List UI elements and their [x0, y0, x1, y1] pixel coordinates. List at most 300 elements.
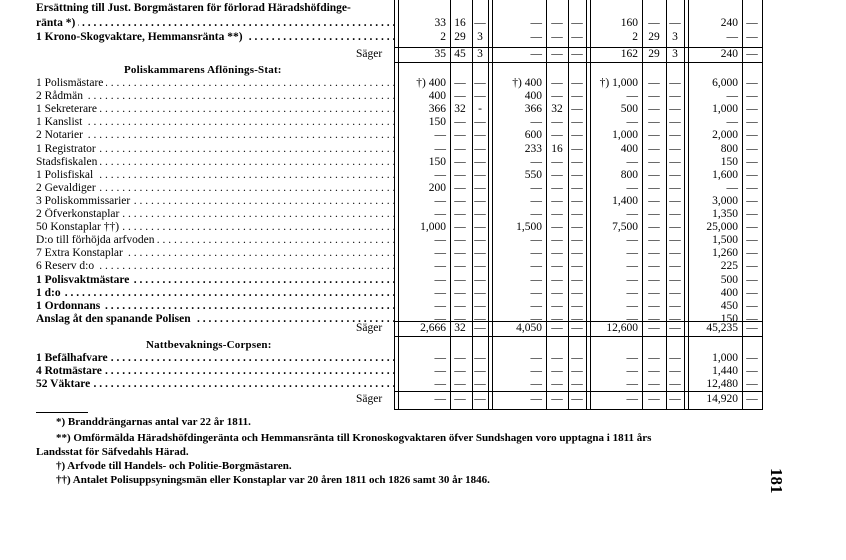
- cell-c3: —: [474, 273, 486, 286]
- cell-c8: —: [648, 365, 660, 378]
- cell-c4: —: [530, 17, 542, 29]
- row-label: [36, 156, 394, 169]
- cell-c4: 400: [524, 90, 542, 103]
- cell-c9: —: [669, 129, 681, 142]
- row-label-text: Anslag åt den spanande Polisen: [36, 313, 194, 325]
- cell-c4: —: [530, 234, 542, 247]
- cell-c9: —: [669, 299, 681, 312]
- cell-c2: —: [454, 90, 466, 103]
- page-number: 181: [767, 468, 786, 494]
- cell-c10: —: [726, 31, 738, 43]
- cell-c10: 400: [720, 286, 738, 299]
- cell-c11: —: [746, 17, 758, 29]
- row-label: [36, 300, 394, 313]
- cell-c2: 45: [454, 48, 466, 60]
- cell-c7: —: [626, 393, 638, 405]
- cell-c8: —: [648, 322, 660, 334]
- cell-c3: —: [474, 155, 486, 168]
- cell-c4: —: [530, 31, 542, 43]
- cell-c11: —: [746, 273, 758, 286]
- cell-c6: —: [571, 181, 583, 194]
- sum-rule: [394, 336, 762, 337]
- cell-c2: —: [454, 234, 466, 247]
- cell-c5: —: [551, 31, 563, 43]
- cell-c7: —: [626, 273, 638, 286]
- row-label: [36, 143, 394, 156]
- cell-c3: —: [474, 299, 486, 312]
- cell-c5: —: [551, 155, 563, 168]
- cell-c6: —: [571, 48, 583, 60]
- row-label-text: ränta *): [36, 17, 78, 29]
- cell-c4: 366: [524, 103, 542, 116]
- row-label-text: 1 Polisfiskal: [36, 169, 96, 181]
- cell-c8: —: [648, 142, 660, 155]
- cell-c11: —: [746, 322, 758, 334]
- cell-c8: —: [648, 286, 660, 299]
- cell-c8: —: [648, 352, 660, 364]
- row-label-text: 2 Notarier: [36, 129, 86, 141]
- cell-c9: —: [669, 181, 681, 194]
- cell-c7: 12,600: [606, 322, 638, 334]
- cell-c3: —: [474, 322, 486, 334]
- cell-c9: —: [669, 365, 681, 378]
- cell-c3: —: [474, 260, 486, 273]
- cell-c7: 800: [620, 168, 638, 181]
- cell-c7: —: [626, 299, 638, 312]
- cell-c10: 1,500: [712, 234, 738, 247]
- cell-c9: —: [669, 273, 681, 286]
- cell-c2: —: [454, 393, 466, 405]
- cell-c7: †) 1,000: [599, 77, 638, 89]
- cell-c8: —: [648, 234, 660, 247]
- cell-c8: —: [648, 116, 660, 129]
- cell-c7: —: [626, 247, 638, 260]
- cell-c1: 366: [428, 103, 446, 116]
- cell-c5: —: [551, 393, 563, 405]
- cell-c2: 29: [454, 31, 466, 43]
- cell-c11: —: [746, 129, 758, 142]
- row-label-text: Ersättning till Just. Borgmästaren för förlorad Häradshöfdinge-: [36, 2, 354, 14]
- cell-c4: —: [530, 312, 542, 325]
- row-label-text: 1 Kanslist: [36, 116, 85, 128]
- cell-c6: —: [571, 142, 583, 155]
- cell-c2: —: [454, 365, 466, 378]
- cell-c11: —: [746, 247, 758, 260]
- cell-c7: 1,400: [612, 194, 638, 207]
- row-label: [36, 2, 394, 15]
- cell-c10: —: [726, 116, 738, 129]
- row-label-text: 1 Befälhafvare: [36, 352, 111, 364]
- cell-c11: —: [746, 352, 758, 364]
- cell-c4: —: [530, 155, 542, 168]
- cell-c3: -: [478, 103, 482, 116]
- cell-c6: —: [571, 273, 583, 286]
- cell-c11: —: [746, 77, 758, 89]
- cell-c4: —: [530, 299, 542, 312]
- column-rule: [762, 0, 763, 410]
- cell-c6: —: [571, 77, 583, 89]
- cell-c3: —: [474, 247, 486, 260]
- cell-c2: —: [454, 247, 466, 260]
- cell-c10: 500: [720, 273, 738, 286]
- cell-c1: 33: [434, 17, 446, 29]
- cell-c6: —: [571, 103, 583, 116]
- cell-c8: —: [648, 103, 660, 116]
- cell-c1: †) 400: [416, 77, 446, 89]
- row-label-text: 1 Krono-Skogvaktare, Hemmansränta **): [36, 31, 246, 43]
- cell-c4: —: [530, 286, 542, 299]
- cell-c9: —: [669, 312, 681, 325]
- cell-c5: —: [551, 77, 563, 89]
- cell-c11: —: [746, 393, 758, 405]
- cell-c5: —: [551, 208, 563, 220]
- cell-c4: —: [530, 260, 542, 273]
- cell-c2: —: [454, 142, 466, 155]
- cell-c11: —: [746, 90, 758, 103]
- cell-c8: —: [648, 17, 660, 29]
- cell-c1: 35: [434, 48, 446, 60]
- cell-c6: —: [571, 322, 583, 334]
- cell-c3: —: [474, 181, 486, 194]
- row-label-text: 1 Registrator: [36, 143, 99, 155]
- cell-c2: 16: [454, 17, 466, 29]
- cell-c7: —: [626, 378, 638, 391]
- cell-c6: —: [571, 31, 583, 43]
- cell-c11: —: [746, 103, 758, 116]
- cell-c8: —: [648, 247, 660, 260]
- cell-c11: —: [746, 208, 758, 220]
- cell-c7: —: [626, 365, 638, 378]
- row-label: [36, 129, 394, 142]
- cell-c1: —: [434, 260, 446, 273]
- cell-c1: —: [434, 129, 446, 142]
- cell-c1: —: [434, 247, 446, 260]
- cell-c11: —: [746, 221, 758, 234]
- footnote: Landsstat för Säfvedahls Härad.: [36, 446, 189, 458]
- row-label-text: 2 Öfverkonstaplar: [36, 208, 122, 220]
- cell-c4: —: [530, 247, 542, 260]
- cell-c1: —: [434, 208, 446, 220]
- cell-c4: 1,500: [516, 221, 542, 234]
- sum-rule: [394, 62, 762, 63]
- sum-rule: [394, 409, 762, 410]
- cell-c10: 1,600: [712, 168, 738, 181]
- cell-c5: —: [551, 312, 563, 325]
- cell-c3: —: [474, 142, 486, 155]
- row-label: [36, 17, 394, 30]
- cell-c3: —: [474, 90, 486, 103]
- row-label: [36, 247, 394, 260]
- cell-c9: —: [669, 286, 681, 299]
- row-label: [36, 103, 394, 116]
- cell-c10: —: [726, 181, 738, 194]
- row-label-text: 1 Ordonnans: [36, 300, 103, 312]
- cell-c1: 1,000: [420, 221, 446, 234]
- row-label: [36, 287, 394, 300]
- cell-c9: —: [669, 194, 681, 207]
- cell-c5: 16: [551, 142, 563, 155]
- cell-c10: 1,350: [712, 208, 738, 220]
- cell-c2: —: [454, 312, 466, 325]
- footnote: *) Branddrängarnas antal var 22 år 1811.: [56, 416, 251, 428]
- cell-c8: —: [648, 90, 660, 103]
- cell-c1: —: [434, 378, 446, 391]
- row-label: [36, 313, 394, 326]
- cell-c6: —: [571, 260, 583, 273]
- cell-c5: —: [551, 17, 563, 29]
- row-label: [36, 365, 394, 378]
- cell-c9: —: [669, 142, 681, 155]
- cell-c8: —: [648, 129, 660, 142]
- cell-c7: —: [626, 234, 638, 247]
- cell-c1: —: [434, 299, 446, 312]
- cell-c9: 3: [672, 31, 678, 43]
- cell-c3: 3: [477, 31, 483, 43]
- cell-c9: —: [669, 168, 681, 181]
- cell-c3: —: [474, 352, 486, 364]
- cell-c11: —: [746, 48, 758, 60]
- section-heading: Poliskammarens Aflönings-Stat:: [124, 64, 282, 76]
- cell-c2: —: [454, 168, 466, 181]
- cell-c5: —: [551, 378, 563, 391]
- cell-c6: —: [571, 234, 583, 247]
- row-label-text: 6 Reserv d:o: [36, 260, 97, 272]
- cell-c8: —: [648, 194, 660, 207]
- cell-c8: —: [648, 273, 660, 286]
- row-label: [36, 169, 394, 182]
- cell-c7: —: [626, 90, 638, 103]
- cell-c10: 6,000: [712, 77, 738, 89]
- cell-c11: —: [746, 31, 758, 43]
- cell-c11: —: [746, 194, 758, 207]
- cell-c8: —: [648, 181, 660, 194]
- cell-c9: —: [669, 234, 681, 247]
- row-label-text: 2 Gevaldiger: [36, 182, 99, 194]
- cell-c2: —: [454, 208, 466, 220]
- cell-c3: —: [474, 116, 486, 129]
- cell-c9: —: [669, 260, 681, 273]
- footnote: †) Arfvode till Handels- och Politie-Borgmästaren.: [56, 460, 292, 472]
- row-label-text: 3 Poliskommissarier: [36, 195, 133, 207]
- cell-c8: —: [648, 221, 660, 234]
- cell-c3: —: [474, 393, 486, 405]
- cell-c8: —: [648, 155, 660, 168]
- cell-c1: —: [434, 273, 446, 286]
- cell-c11: —: [746, 155, 758, 168]
- cell-c3: —: [474, 286, 486, 299]
- cell-c5: —: [551, 129, 563, 142]
- cell-c4: —: [530, 181, 542, 194]
- cell-c2: —: [454, 221, 466, 234]
- cell-c2: 32: [454, 103, 466, 116]
- cell-c6: —: [571, 90, 583, 103]
- cell-c4: —: [530, 116, 542, 129]
- cell-c11: —: [746, 142, 758, 155]
- cell-c4: 233: [524, 142, 542, 155]
- cell-c5: —: [551, 352, 563, 364]
- cell-c2: —: [454, 77, 466, 89]
- cell-c9: —: [669, 208, 681, 220]
- cell-c5: —: [551, 194, 563, 207]
- cell-c4: 550: [524, 168, 542, 181]
- cell-c8: —: [648, 393, 660, 405]
- cell-c5: —: [551, 181, 563, 194]
- cell-c1: —: [434, 168, 446, 181]
- cell-c10: —: [726, 90, 738, 103]
- cell-c4: 4,050: [516, 322, 542, 334]
- cell-c2: —: [454, 155, 466, 168]
- row-label: [36, 31, 394, 44]
- cell-c11: —: [746, 378, 758, 391]
- row-label-text: 2 Rådmän: [36, 90, 86, 102]
- cell-c6: —: [571, 286, 583, 299]
- cell-c3: —: [474, 168, 486, 181]
- cell-c5: —: [551, 273, 563, 286]
- footnote: ††) Antalet Polisuppsyningsmän eller Konstaplar var 20 åren 1811 och 1826 samt 30 år 1846.: [56, 474, 490, 486]
- row-label-text: 4 Rotmästare: [36, 365, 105, 377]
- cell-c11: —: [746, 181, 758, 194]
- cell-c6: —: [571, 221, 583, 234]
- cell-c1: —: [434, 286, 446, 299]
- cell-c1: —: [434, 312, 446, 325]
- cell-c4: —: [530, 393, 542, 405]
- cell-c9: —: [669, 17, 681, 29]
- cell-c9: —: [669, 393, 681, 405]
- cell-c4: —: [530, 365, 542, 378]
- row-label: [36, 90, 394, 103]
- cell-c5: —: [551, 90, 563, 103]
- cell-c11: —: [746, 116, 758, 129]
- cell-c8: —: [648, 299, 660, 312]
- cell-c6: —: [571, 208, 583, 220]
- cell-c6: —: [571, 352, 583, 364]
- cell-c6: —: [571, 116, 583, 129]
- row-label: [36, 274, 394, 287]
- cell-c1: —: [434, 365, 446, 378]
- cell-c7: —: [626, 181, 638, 194]
- cell-c1: —: [434, 393, 446, 405]
- cell-c7: —: [626, 260, 638, 273]
- cell-c5: 32: [551, 103, 563, 116]
- cell-c9: —: [669, 322, 681, 334]
- cell-c8: —: [648, 378, 660, 391]
- cell-c8: —: [648, 208, 660, 220]
- cell-c3: —: [474, 234, 486, 247]
- cell-c7: —: [626, 286, 638, 299]
- cell-c9: —: [669, 90, 681, 103]
- row-label-text: 1 d:o: [36, 287, 64, 299]
- cell-c11: —: [746, 260, 758, 273]
- cell-c4: †) 400: [512, 77, 542, 89]
- cell-c5: —: [551, 247, 563, 260]
- cell-c7: 400: [620, 142, 638, 155]
- cell-c10: 2,000: [712, 129, 738, 142]
- row-label-text: 1 Polismästare: [36, 77, 106, 89]
- cell-c6: —: [571, 312, 583, 325]
- cell-c7: 500: [620, 103, 638, 116]
- row-label: [36, 221, 394, 234]
- cell-c6: —: [571, 393, 583, 405]
- section-heading: Nattbevaknings-Corpsen:: [146, 339, 272, 351]
- cell-c6: —: [571, 299, 583, 312]
- cell-c8: 29: [648, 31, 660, 43]
- cell-c7: 1,000: [612, 129, 638, 142]
- cell-c6: —: [571, 378, 583, 391]
- row-label: [36, 182, 394, 195]
- cell-c5: —: [551, 168, 563, 181]
- cell-c5: —: [551, 365, 563, 378]
- cell-c8: —: [648, 312, 660, 325]
- cell-c2: 32: [454, 322, 466, 334]
- cell-c4: —: [530, 48, 542, 60]
- cell-c1: 400: [428, 90, 446, 103]
- cell-c11: —: [746, 168, 758, 181]
- cell-c7: —: [626, 352, 638, 364]
- cell-c10: 1,000: [712, 103, 738, 116]
- cell-c10: 225: [720, 260, 738, 273]
- cell-c9: —: [669, 221, 681, 234]
- sum-label: Säger: [356, 322, 383, 334]
- cell-c11: —: [746, 312, 758, 325]
- cell-c7: —: [626, 155, 638, 168]
- cell-c11: —: [746, 299, 758, 312]
- cell-c10: 45,235: [706, 322, 738, 334]
- cell-c8: —: [648, 260, 660, 273]
- cell-c4: —: [530, 273, 542, 286]
- cell-c10: 450: [720, 299, 738, 312]
- cell-c7: —: [626, 208, 638, 220]
- cell-c3: —: [474, 221, 486, 234]
- cell-c3: —: [474, 17, 486, 29]
- cell-c3: 3: [477, 48, 483, 60]
- cell-c1: —: [434, 142, 446, 155]
- cell-c7: 2: [632, 31, 638, 43]
- row-label-text: 1 Sekreterare: [36, 103, 100, 115]
- cell-c6: —: [571, 155, 583, 168]
- cell-c1: 200: [428, 181, 446, 194]
- cell-c10: 150: [720, 312, 738, 325]
- cell-c5: —: [551, 48, 563, 60]
- cell-c10: 240: [720, 17, 738, 29]
- cell-c4: —: [530, 194, 542, 207]
- row-label-text: Stadsfiskalen: [36, 156, 100, 168]
- row-label: [36, 77, 394, 90]
- cell-c3: —: [474, 129, 486, 142]
- cell-c5: —: [551, 260, 563, 273]
- cell-c10: 800: [720, 142, 738, 155]
- cell-c1: 2,666: [420, 322, 446, 334]
- footnote-rule: [36, 412, 88, 413]
- cell-c1: —: [434, 194, 446, 207]
- row-label-text: 52 Väktare: [36, 378, 93, 390]
- cell-c1: 150: [428, 155, 446, 168]
- row-label-text: D:o till förhöjda arfvoden: [36, 234, 157, 246]
- cell-c2: —: [454, 181, 466, 194]
- cell-c1: —: [434, 234, 446, 247]
- cell-c8: 29: [648, 48, 660, 60]
- row-label-text: 7 Extra Konstaplar: [36, 247, 126, 259]
- cell-c6: —: [571, 17, 583, 29]
- cell-c6: —: [571, 129, 583, 142]
- cell-c9: —: [669, 103, 681, 116]
- row-label-text: 50 Konstaplar ††): [36, 221, 122, 233]
- cell-c6: —: [571, 194, 583, 207]
- row-label-text: 1 Polisvaktmästare: [36, 274, 132, 286]
- cell-c2: —: [454, 194, 466, 207]
- cell-c6: —: [571, 365, 583, 378]
- cell-c3: —: [474, 312, 486, 325]
- cell-c7: 7,500: [612, 221, 638, 234]
